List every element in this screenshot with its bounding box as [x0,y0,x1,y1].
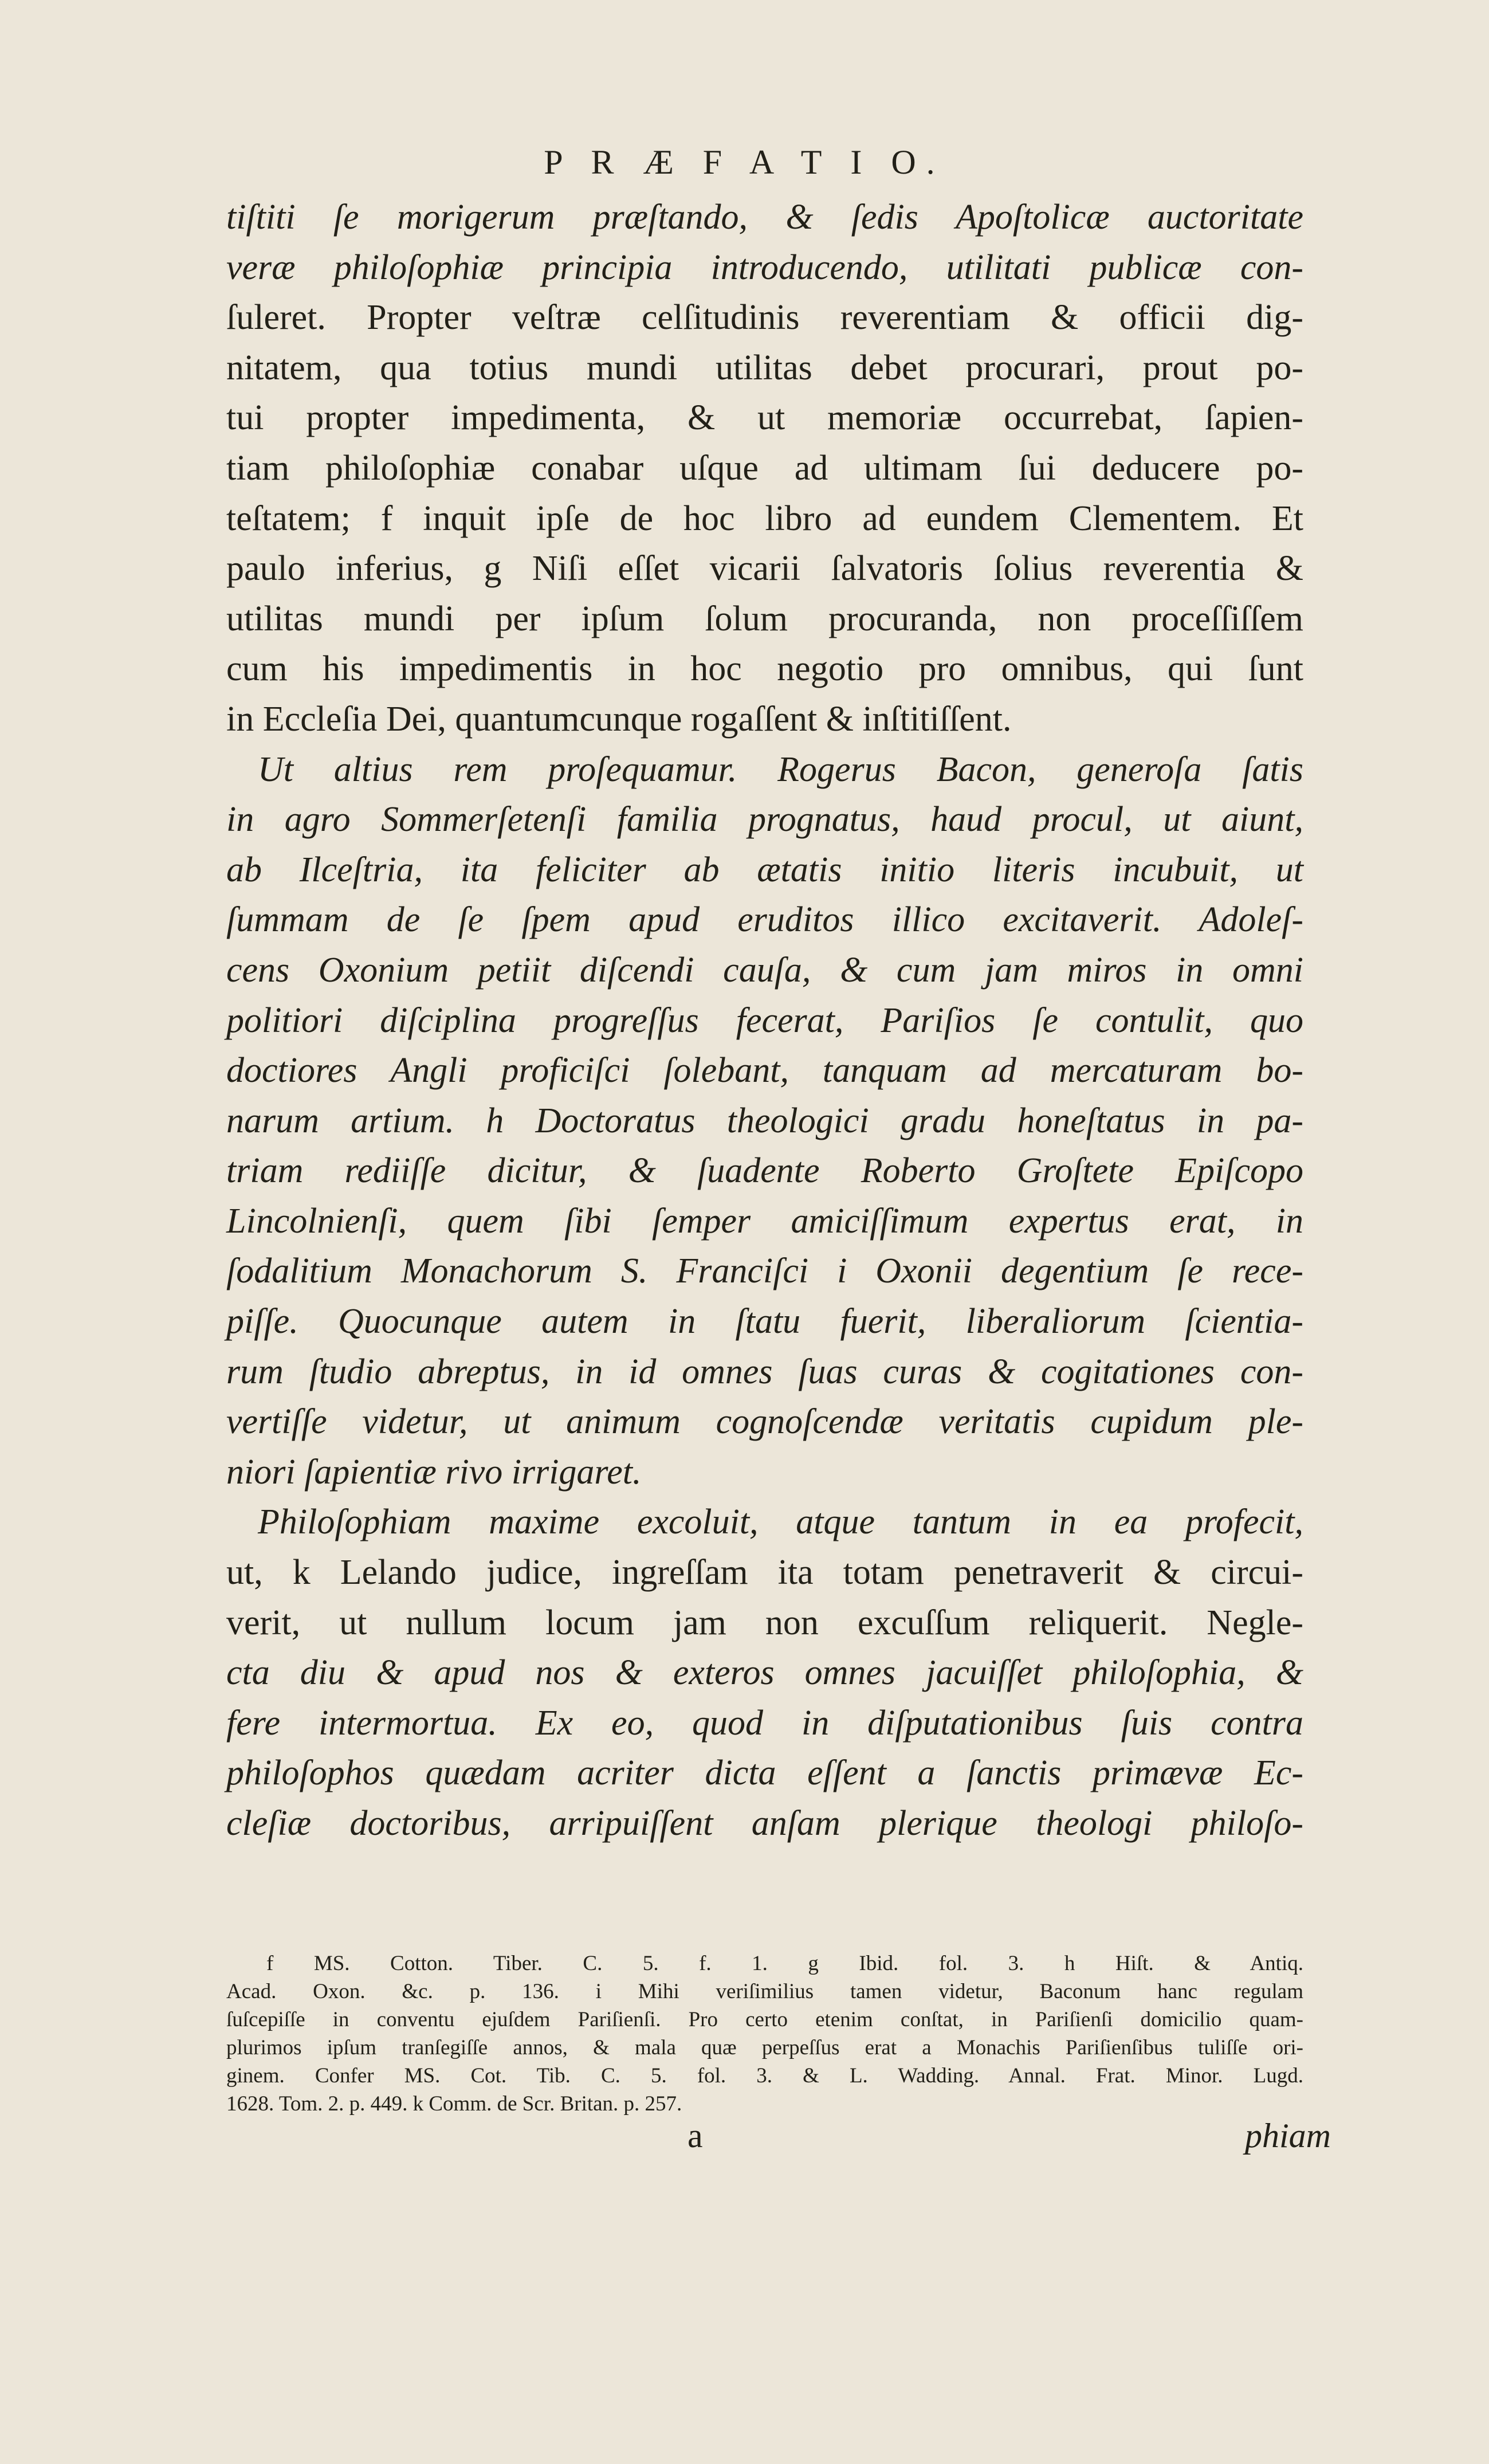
text-line: ſuleret. Propter veſtræ celſitudinis reverentiam & officii dig- [226,298,1303,338]
text-line: niori ſapientiæ rivo irrigaret. [226,1452,642,1492]
text-line: vertiſſe videtur, ut animum cognoſcendæ veritatis cupidum ple- [226,1402,1303,1442]
text-line: doctiores Angli proficiſci ſolebant, tanquam ad mercaturam bo- [226,1051,1303,1090]
footnote-line: plurimos ipſum tranſegiſſe annos, & mala quæ perpeſſus erat a Monachis Pariſienſibus tuliſſe ori- [226,2036,1303,2059]
text-line: triam rediiſſe dicitur, & ſuadente Roberto Groſtete Epiſcopo [226,1151,1303,1191]
text-line: veræ philoſophiæ principia introducendo, utilitati publicæ con- [226,248,1303,287]
footnote-line: ginem. Confer MS. Cot. Tib. C. 5. fol. 3. & L. Wadding. Annal. Frat. Minor. Lugd. [226,2064,1303,2088]
text-line: nitatem, qua totius mundi utilitas debet procurari, prout po- [226,348,1303,387]
text-line: cum his impedimentis in hoc negotio pro omnibus, qui ſunt [226,649,1303,689]
main-text [226,193,1303,1849]
text-line: ſummam de ſe ſpem apud eruditos illico excitaverit. Adoleſ- [226,900,1303,940]
text-line: philoſophos quædam acriter dicta eſſent a ſanctis primævæ Ec- [226,1753,1303,1793]
text-line: in Eccleſia Dei, quantumcunque rogaſſent & inſtitiſſent. [226,699,1012,739]
text-line: cens Oxonium petiit diſcendi cauſa, & cum jam miros in omni [226,950,1303,990]
footnotes [226,1949,1303,2118]
text-line: verit, ut nullum locum jam non excuſſum reliquerit. Negle- [226,1603,1303,1642]
text-line: piſſe. Quocunque autem in ſtatu fuerit, liberaliorum ſcientia- [226,1302,1303,1341]
text-line: rum ſtudio abreptus, in id omnes ſuas curas & cogitationes con- [226,1352,1303,1391]
text-line: politiori diſciplina progreſſus fecerat, Pariſios ſe contulit, quo [226,1000,1303,1040]
text-line: cleſiæ doctoribus, arripuiſſent anſam plerique theologi philoſo- [226,1804,1303,1843]
text-line: ab Ilceſtria, ita feliciter ab ætatis initio literis incubuit, ut [226,850,1303,889]
footnote-line: f MS. Cotton. Tiber. C. 5. f. 1. g Ibid. fol. 3. h Hiſt. & Antiq. [266,1952,1303,1975]
text-line: paulo inferius, g Niſi eſſet vicarii ſalvatoris ſolius reverentia & [226,549,1303,588]
text-line: ut, k Lelando judice, ingreſſam ita totam penetraverit & circui- [226,1553,1303,1592]
signature-mark: a [687,2117,703,2155]
text-line: ſodalitium Monachorum S. Franciſci i Oxonii degentium ſe rece- [226,1251,1303,1291]
text-line: tiſtiti ſe morigerum præſtando, & ſedis Apoſtolicæ auctoritate [226,198,1303,237]
footnote-line: 1628. Tom. 2. p. 449. k Comm. de Scr. Britan. p. 257. [226,2092,682,2116]
text-line: Philoſophiam maxime excoluit, atque tantum in ea profecit, [258,1502,1303,1542]
text-line: narum artium. h Doctoratus theologici gradu honeſtatus in pa- [226,1101,1303,1140]
text-line: Lincolnienſi, quem ſibi ſemper amiciſſimum expertus erat, in [226,1201,1303,1241]
text-line: tiam philoſophiæ conabar uſque ad ultimam ſui deducere po- [226,448,1303,488]
text-line: utilitas mundi per ipſum ſolum procuranda, non proceſſiſſem [226,599,1303,638]
footnote-line: ſuſcepiſſe in conventu ejuſdem Pariſienſi. Pro certo etenim conſtat, in Pariſienſi domicilio quam- [226,2008,1303,2031]
text-line: in agro Sommerſetenſi familia prognatus, haud procul, ut aiunt, [226,800,1303,839]
footnote-line: Acad. Oxon. &c. p. 136. i Mihi veriſimilius tamen videtur, Baconum hanc regulam [226,1980,1303,2003]
text-line: tui propter impedimenta, & ut memoriæ occurrebat, ſapien- [226,398,1303,438]
text-line: teſtatem; f inquit ipſe de hoc libro ad eundem Clementem. Et [226,499,1303,538]
running-head: P R Æ F A T I O. [544,143,945,181]
text-line: cta diu & apud nos & exteros omnes jacuiſſet philoſophia, & [226,1653,1303,1693]
text-line: Ut altius rem proſequamur. Rogerus Bacon, generoſa ſatis [258,750,1303,789]
catchword: phiam [1245,2117,1331,2155]
text-line: fere intermortua. Ex eo, quod in diſputationibus ſuis contra [226,1703,1303,1743]
